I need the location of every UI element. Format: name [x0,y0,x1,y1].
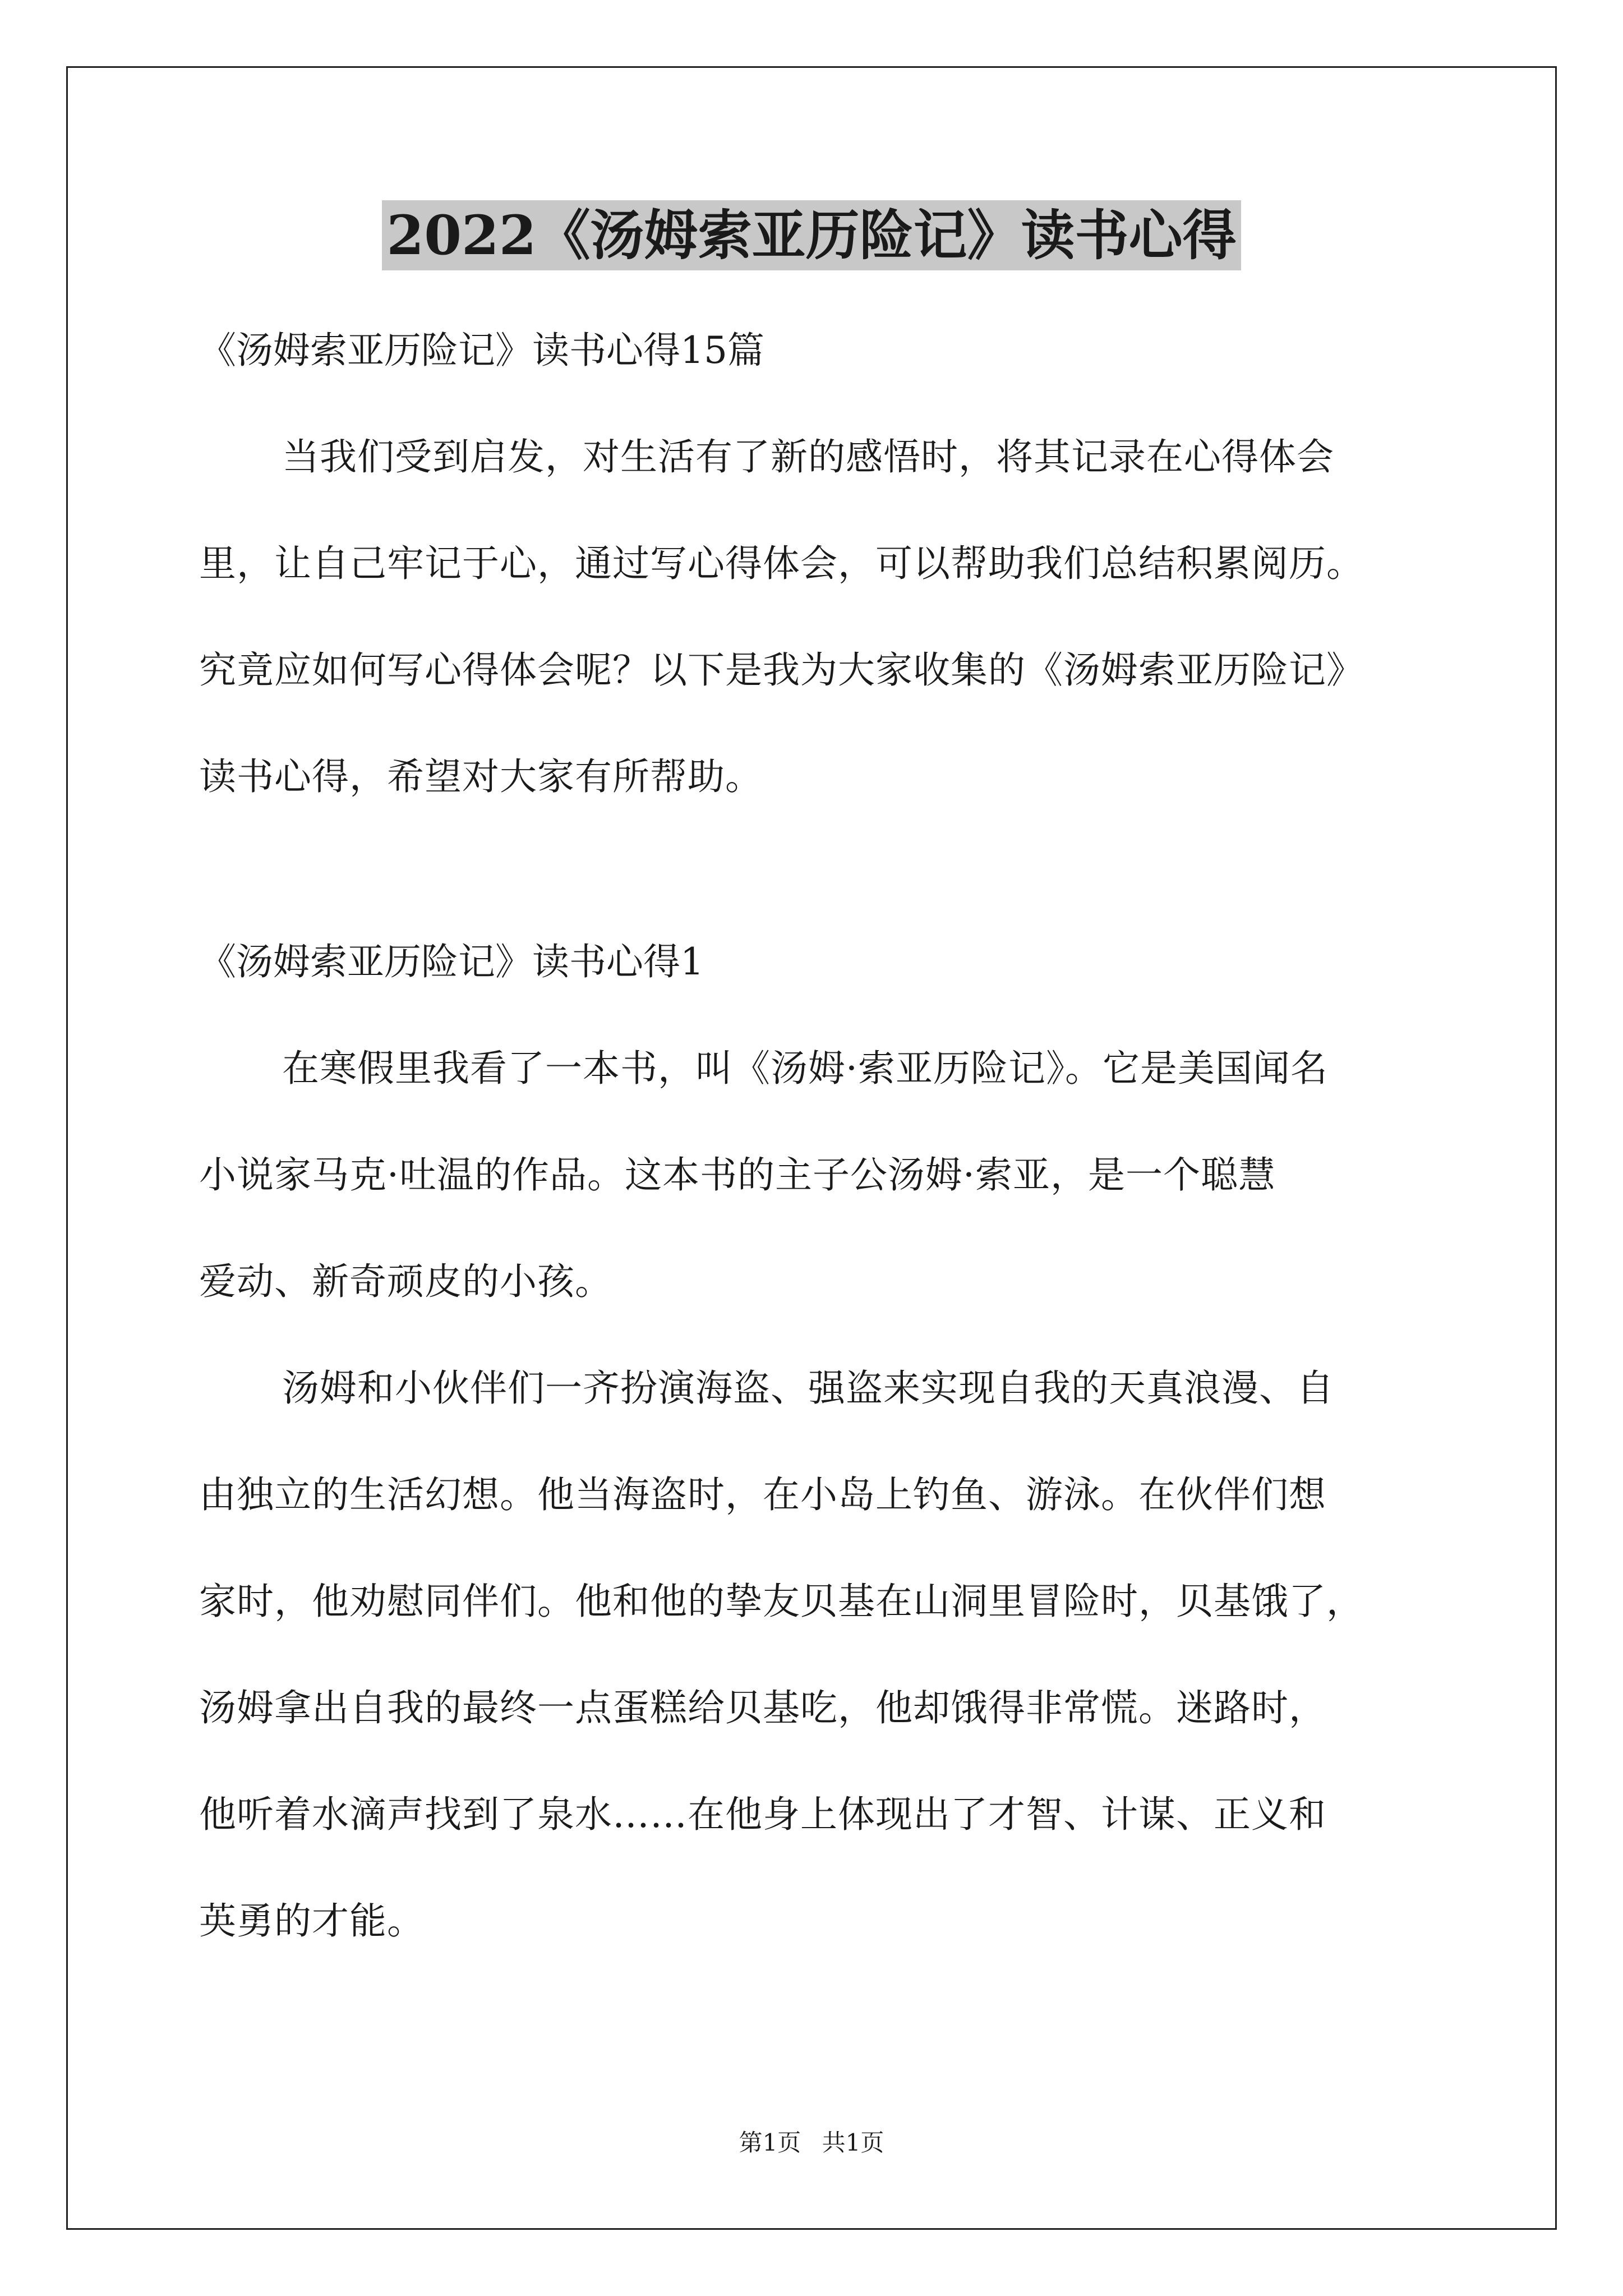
paragraph-line: 读书心得，希望对大家有所帮助。 [199,755,763,798]
paragraph-line: 爱动、新奇顽皮的小孩。 [199,1260,612,1303]
paragraph-line: 当我们受到启发，对生活有了新的感悟时，将其记录在心得体会 [282,435,1334,478]
paragraph-line: 汤姆和小伙伴们一齐扮演海盗、强盗来实现自我的天真浪漫、自 [282,1366,1334,1410]
document-title [0,196,1623,275]
page-footer [0,2126,1623,2160]
page-total: 共1页 [822,2129,884,2156]
paragraph-line: 由独立的生活幻想。他当海盗时，在小岛上钓鱼、游泳。在伙伴们想 [199,1473,1326,1516]
paragraph-line: 在寒假里我看了一本书，叫《汤姆·索亚历险记》。它是美国闻名 [282,1047,1328,1090]
paragraph-line: 里，让自己牢记于心，通过写心得体会，可以帮助我们总结积累阅历。 [199,542,1364,585]
paragraph-line: 小说家马克·吐温的作品。这本书的主子公汤姆·索亚，是一个聪慧 [199,1153,1276,1197]
collection-heading: 《汤姆索亚历险记》读书心得15篇 [199,329,764,372]
paragraph-line: 英勇的才能。 [199,1899,425,1943]
body-paragraph-2 [199,1335,1458,1975]
paragraph-line: 他听着水滴声找到了泉水……在他身上体现出了才智、计谋、正义和 [199,1793,1326,1836]
document-title-text: 2022《汤姆索亚历险记》读书心得 [382,200,1241,270]
paragraph-line: 汤姆拿出自我的最终一点蛋糕给贝基吃，他却饿得非常慌。迷路时， [199,1686,1326,1729]
intro-paragraph [199,404,1458,830]
body-paragraph-1 [199,1015,1458,1335]
section-heading: 《汤姆索亚历险记》读书心得1 [199,940,704,983]
paragraph-line: 究竟应如何写心得体会呢？以下是我为大家收集的《汤姆索亚历险记》 [199,648,1364,692]
section-spacer [199,830,1458,909]
paragraph-line: 家时，他劝慰同伴们。他和他的挚友贝基在山洞里冒险时，贝基饿了， [199,1580,1364,1623]
page-number: 第1页 [739,2129,801,2156]
document-body [199,297,1458,1975]
